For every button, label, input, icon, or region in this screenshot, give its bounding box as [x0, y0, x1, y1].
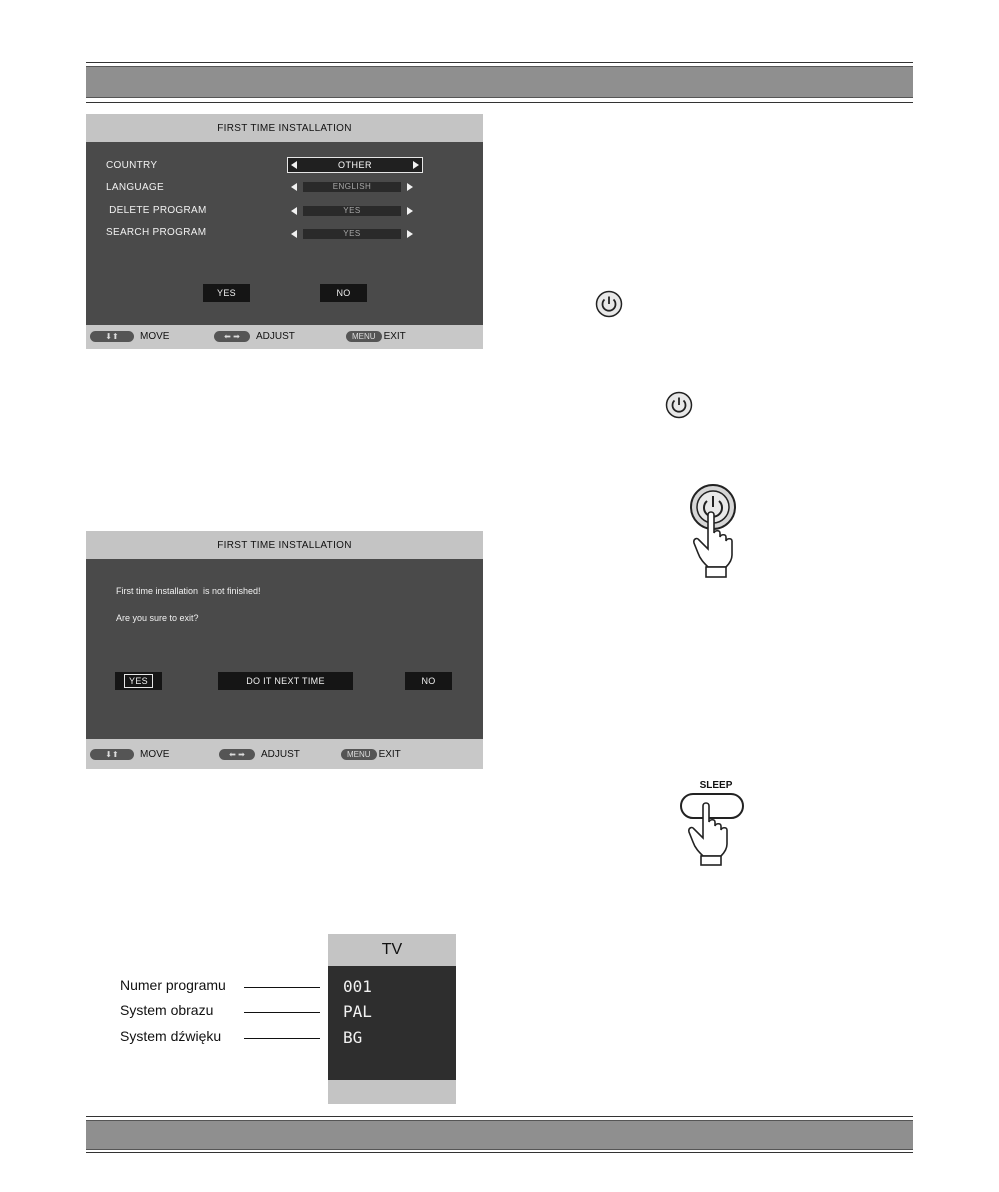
power-button-press-icon: [688, 483, 740, 581]
footer-adjust: [219, 749, 300, 760]
tv-info-footer: [328, 1080, 456, 1104]
menu-title: FIRST TIME INSTALLATION: [86, 114, 483, 142]
picture-system-value: PAL: [343, 1002, 372, 1021]
exit-installation-dialog: [86, 531, 483, 769]
tv-info-panel: [328, 934, 456, 1104]
search-program-selector[interactable]: [291, 227, 413, 240]
footer-adjust-label: ADJUST: [256, 331, 295, 342]
footer-move-label: MOVE: [140, 331, 170, 342]
footer-adjust-label: ADJUST: [261, 749, 300, 760]
footer-exit: [341, 749, 401, 760]
footer-adjust: [214, 331, 295, 342]
tv-info-title: TV: [328, 934, 456, 966]
footer-move: [90, 749, 169, 760]
first-time-installation-menu: [86, 114, 483, 349]
callout-picture-system: System obrazu: [120, 1002, 214, 1018]
power-icon: [595, 290, 623, 318]
footer-exit-label: EXIT: [383, 331, 406, 342]
country-value: OTHER: [303, 160, 407, 170]
power-icon: [665, 391, 693, 419]
menu-label-language: LANGUAGE: [106, 182, 164, 193]
left-arrow-icon[interactable]: [291, 207, 297, 215]
move-key-icon: ⬇⬆: [90, 331, 134, 342]
menu-label-search-program: SEARCH PROGRAM: [106, 227, 207, 238]
right-arrow-icon[interactable]: [407, 207, 413, 215]
callout-leader: [244, 987, 320, 988]
delete-program-value: YES: [303, 206, 401, 216]
dialog-title: FIRST TIME INSTALLATION: [86, 531, 483, 559]
left-arrow-icon[interactable]: [291, 161, 297, 169]
footer-move: [90, 331, 169, 342]
top-rule: [86, 62, 913, 63]
menu-footer: [86, 325, 483, 349]
language-value: ENGLISH: [303, 182, 401, 192]
right-arrow-icon[interactable]: [407, 230, 413, 238]
right-arrow-icon[interactable]: [413, 161, 419, 169]
menu-key-icon: MENU: [346, 331, 382, 342]
top-rule-lower: [86, 102, 913, 103]
no-button[interactable]: NO: [320, 284, 367, 302]
country-selector[interactable]: [287, 157, 423, 173]
search-program-value: YES: [303, 229, 401, 239]
dialog-message-line1: First time installation is not finished!: [116, 586, 261, 596]
no-button[interactable]: NO: [405, 672, 452, 690]
callout-leader: [244, 1038, 320, 1039]
move-key-icon: ⬇⬆: [90, 749, 134, 760]
program-number-value: 001: [343, 977, 372, 996]
callout-leader: [244, 1012, 320, 1013]
bottom-rule: [86, 1116, 913, 1117]
yes-button[interactable]: [115, 672, 162, 690]
sleep-button-press-icon: [679, 792, 747, 868]
left-arrow-icon[interactable]: [291, 230, 297, 238]
adjust-key-icon: ⬅ ➡: [214, 331, 250, 342]
language-selector[interactable]: [291, 180, 413, 193]
left-arrow-icon[interactable]: [291, 183, 297, 191]
bottom-rule-lower: [86, 1152, 913, 1153]
menu-label-delete-program: DELETE PROGRAM: [106, 205, 207, 216]
sleep-button-label: SLEEP: [699, 780, 733, 791]
dialog-message-line2: Are you sure to exit?: [116, 613, 199, 623]
yes-button-label: YES: [124, 674, 153, 688]
callout-sound-system: System dźwięku: [120, 1028, 222, 1044]
right-arrow-icon[interactable]: [407, 183, 413, 191]
sound-system-value: BG: [343, 1028, 363, 1047]
adjust-key-icon: ⬅ ➡: [219, 749, 255, 760]
footer-move-label: MOVE: [140, 749, 170, 760]
top-header-band: [86, 66, 913, 98]
bottom-footer-band: [86, 1120, 913, 1150]
delete-program-selector[interactable]: [291, 204, 413, 217]
callout-program-number: Numer programu: [120, 977, 226, 993]
footer-exit-label: EXIT: [378, 749, 401, 760]
do-it-next-time-button[interactable]: DO IT NEXT TIME: [218, 672, 353, 690]
dialog-footer: [86, 739, 483, 769]
menu-label-country: COUNTRY: [106, 160, 158, 171]
yes-button[interactable]: YES: [203, 284, 250, 302]
menu-key-icon: MENU: [341, 749, 377, 760]
footer-exit: [346, 331, 406, 342]
